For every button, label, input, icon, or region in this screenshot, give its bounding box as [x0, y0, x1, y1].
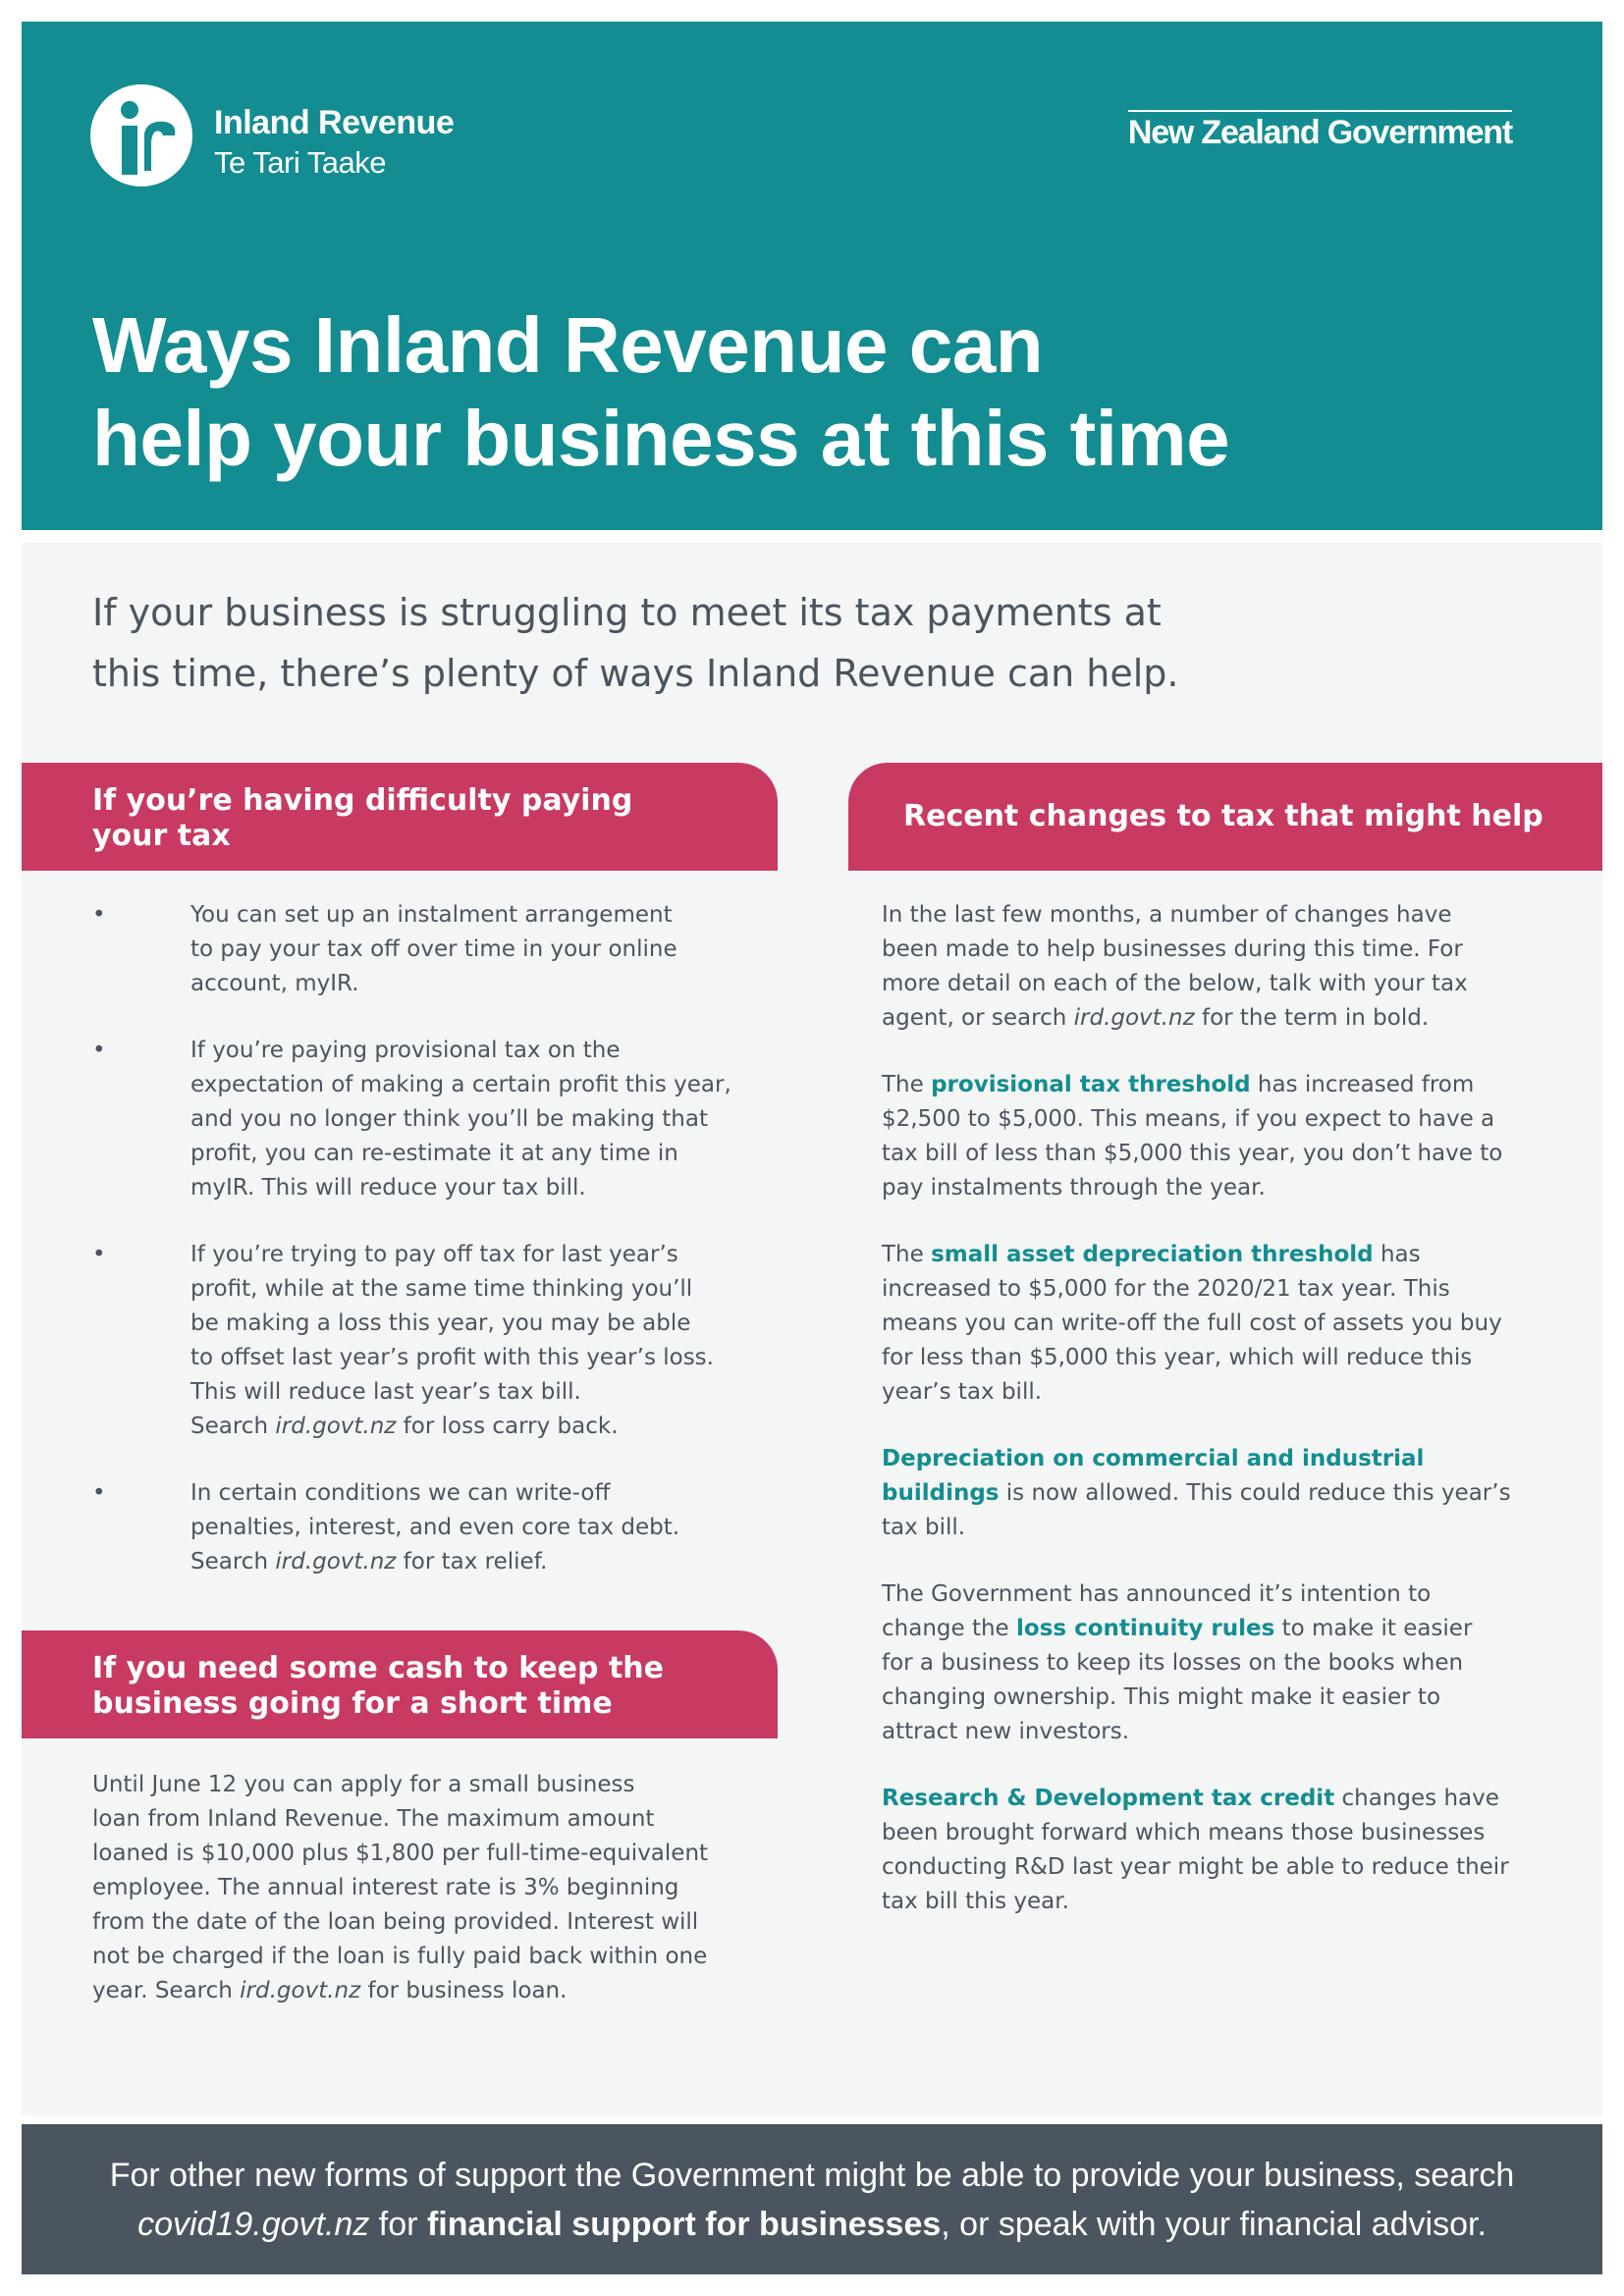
text-line: In certain conditions we can write-off: [190, 1480, 611, 1506]
text-line: This will reduce last year’s tax bill.: [190, 1379, 581, 1405]
highlight-term: Research & Development tax credit: [882, 1786, 1335, 1811]
text-line: attract new investors.: [882, 1719, 1130, 1744]
text-line: [882, 1476, 1559, 1511]
text-line: account, myIR.: [190, 971, 359, 996]
site-reference: ird.govt.nz: [275, 1414, 397, 1439]
section-heading-difficulty: [22, 763, 778, 871]
text-line: loaned is $10,000 plus $1,800 per full-time-equivalent: [92, 1841, 709, 1866]
brand-subtitle: Te Tari Taake: [214, 145, 387, 180]
highlight-term: provisional tax threshold: [931, 1072, 1251, 1097]
search-suffix: for the term in bold.: [1194, 1005, 1430, 1031]
text-segment: to make it easier: [1274, 1616, 1473, 1641]
changes-column: [882, 898, 1559, 1951]
footer-banner: [22, 2124, 1602, 2274]
list-item: [92, 1476, 780, 1579]
section-heading-changes: [848, 763, 1602, 871]
section-heading-cash: [22, 1630, 778, 1738]
bullet-icon: •: [92, 902, 106, 928]
text-line: [882, 1612, 1559, 1646]
text-line: You can set up an instalment arrangement: [190, 902, 673, 928]
bullet-icon: •: [92, 1242, 106, 1267]
text-line: tax bill of less than $5,000 this year, you don’t have to: [882, 1141, 1503, 1166]
loan-paragraph: [92, 1768, 780, 2008]
search-line: [882, 1001, 1559, 1036]
text-line: not be charged if the loan is fully paid back within one: [92, 1944, 708, 1969]
text-line: tax bill this year.: [882, 1889, 1069, 1914]
text-line: If you’re trying to pay off tax for last year’s: [190, 1242, 678, 1267]
text-segment: for: [369, 2206, 427, 2243]
site-reference: ird.govt.nz: [240, 1978, 361, 2003]
page-title-line: help your business at this time: [92, 395, 1230, 482]
text-line: loan from Inland Revenue. The maximum amount: [92, 1806, 655, 1832]
text-line: conducting R&D last year might be able to reduce their: [882, 1854, 1509, 1880]
text-line: [882, 1782, 1559, 1816]
text-line: from the date of the loan being provided. Interest will: [92, 1909, 699, 1935]
search-suffix: for loss carry back.: [396, 1414, 619, 1439]
text-line: means you can write-off the full cost of assets you buy: [882, 1310, 1502, 1336]
text-segment: has: [1373, 1242, 1421, 1267]
footer-line: For other new forms of support the Government might be able to provide your business, search: [109, 2157, 1515, 2194]
site-reference: covid19.govt.nz: [137, 2206, 370, 2243]
text-line: been brought forward which means those businesses: [882, 1820, 1486, 1845]
text-line: for a business to keep its losses on the books when: [882, 1650, 1464, 1676]
text-line: [882, 1238, 1559, 1272]
bold-term: financial support for businesses: [426, 2206, 942, 2243]
text-line: expectation of making a certain profit this year,: [190, 1072, 731, 1097]
brand-name: Inland Revenue: [214, 104, 455, 141]
heading-line: Recent changes to tax that might help: [903, 799, 1543, 833]
rd-tax-credit-paragraph: [882, 1782, 1559, 1919]
highlight-term: Depreciation on commercial and industrial: [882, 1446, 1425, 1471]
text-segment: has increased from: [1250, 1072, 1475, 1097]
text-segment: The: [882, 1072, 932, 1097]
text-line: employee. The annual interest rate is 3% beginning: [92, 1875, 679, 1900]
search-line: [92, 1974, 780, 2008]
header-banner: [22, 22, 1602, 530]
bullet-icon: •: [92, 1038, 106, 1063]
text-line: myIR. This will reduce your tax bill.: [190, 1175, 586, 1201]
changes-intro-paragraph: [882, 898, 1559, 1036]
list-item: [92, 898, 780, 1001]
text-line: penalties, interest, and even core tax debt.: [190, 1515, 680, 1540]
search-suffix: for tax relief.: [396, 1549, 548, 1575]
content-panel: [22, 543, 1602, 2115]
intro-text: [92, 582, 1369, 704]
text-line: for less than $5,000 this year, which will reduce this: [882, 1345, 1473, 1370]
nz-government-logo: New Zealand Government: [1128, 110, 1512, 152]
page-title-line: Ways Inland Revenue can: [92, 301, 1044, 389]
intro-line: If your business is struggling to meet its tax payments at: [92, 591, 1162, 634]
search-prefix: year. Search: [92, 1978, 241, 2003]
text-line: The Government has announced it’s intention to: [882, 1581, 1432, 1607]
site-reference: ird.govt.nz: [1073, 1005, 1195, 1031]
text-segment: , or speak with your financial advisor.: [941, 2206, 1487, 2243]
text-line: be making a loss this year, you may be able: [190, 1310, 691, 1336]
text-line: tax bill.: [882, 1515, 966, 1540]
search-prefix: Search: [190, 1549, 276, 1575]
heading-line: If you’re having difficulty paying: [92, 783, 633, 818]
text-segment: change the: [882, 1616, 1017, 1641]
text-line: been made to help businesses during this time. For: [882, 936, 1463, 962]
text-line: $2,500 to $5,000. This means, if you expect to have a: [882, 1106, 1495, 1132]
list-item: [92, 1034, 780, 1205]
small-asset-paragraph: [882, 1238, 1559, 1410]
search-prefix: agent, or search: [882, 1005, 1074, 1031]
heading-line: business going for a short time: [92, 1686, 613, 1721]
text-segment: is now allowed. This could reduce this year’s: [999, 1480, 1511, 1506]
list-item: [92, 1238, 780, 1444]
search-line: [190, 1545, 780, 1579]
text-line: to pay your tax off over time in your online: [190, 936, 677, 962]
heading-line: your tax: [92, 819, 231, 853]
site-reference: ird.govt.nz: [275, 1549, 397, 1575]
highlight-term: loss continuity rules: [1016, 1616, 1275, 1641]
text-line: to offset last year’s profit with this year’s loss.: [190, 1345, 714, 1370]
text-line: Until June 12 you can apply for a small business: [92, 1772, 635, 1797]
difficulty-bullet-list: [92, 898, 780, 1612]
text-segment: The: [882, 1242, 932, 1267]
intro-line: this time, there’s plenty of ways Inland Revenue can help.: [92, 652, 1179, 695]
text-line: more detail on each of the below, talk with your tax: [882, 971, 1468, 996]
page-title: [92, 298, 1467, 485]
text-line: pay instalments through the year.: [882, 1175, 1266, 1201]
text-line: year’s tax bill.: [882, 1379, 1043, 1405]
highlight-term: buildings: [882, 1480, 1000, 1506]
text-line: profit, while at the same time thinking you’ll: [190, 1276, 693, 1302]
search-suffix: for business loan.: [360, 1978, 568, 2003]
highlight-term: small asset depreciation threshold: [931, 1242, 1374, 1267]
text-line: profit, you can re-estimate it at any time in: [190, 1141, 678, 1166]
text-line: If you’re paying provisional tax on the: [190, 1038, 621, 1063]
text-segment: changes have: [1334, 1786, 1499, 1811]
text-line: and you no longer think you’ll be making that: [190, 1106, 708, 1132]
inland-revenue-logo-icon: [90, 84, 192, 187]
text-line: [882, 1068, 1559, 1102]
search-prefix: Search: [190, 1414, 276, 1439]
loss-continuity-paragraph: [882, 1577, 1559, 1749]
heading-line: If you need some cash to keep the: [92, 1651, 664, 1685]
footer-line: [22, 2200, 1602, 2249]
bullet-icon: •: [92, 1480, 106, 1506]
buildings-paragraph: [882, 1442, 1559, 1545]
search-line: [190, 1410, 780, 1444]
provisional-tax-paragraph: [882, 1068, 1559, 1205]
text-line: In the last few months, a number of changes have: [882, 902, 1452, 928]
text-line: changing ownership. This might make it easier to: [882, 1684, 1441, 1710]
text-line: increased to $5,000 for the 2020/21 tax year. This: [882, 1276, 1450, 1302]
